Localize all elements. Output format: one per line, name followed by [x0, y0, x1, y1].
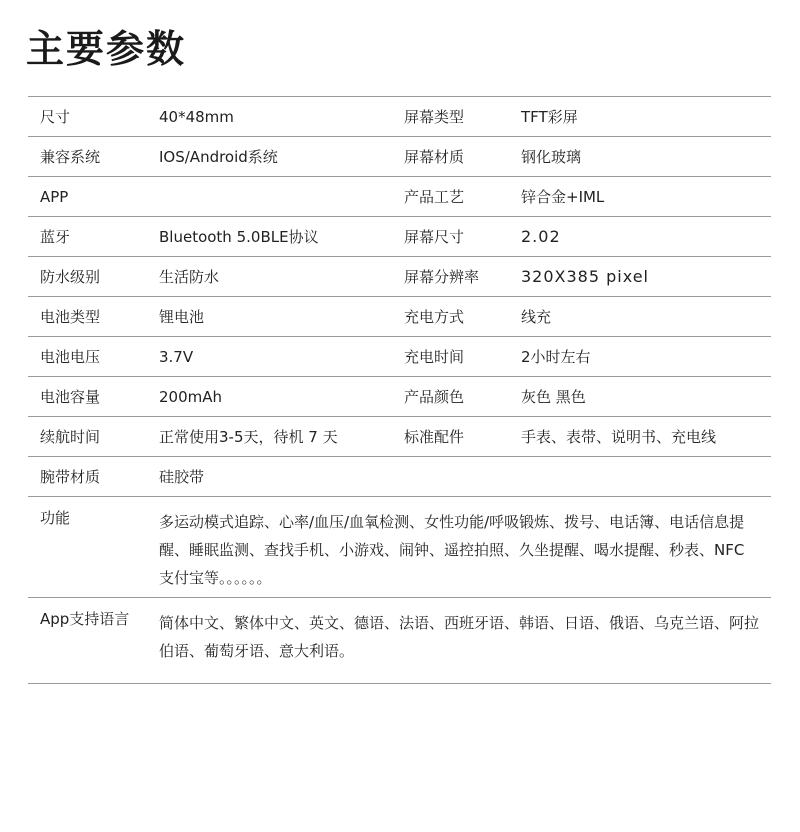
spec-label: 功能 [40, 509, 71, 527]
spec-label: App支持语言 [40, 610, 130, 628]
spec-label: 蓝牙 [40, 228, 71, 246]
spec-label: 电池容量 [40, 388, 101, 406]
spec-row-compat [28, 137, 771, 177]
spec-label: 产品工艺 [404, 188, 465, 206]
spec-value: 320X385 pixel [521, 267, 649, 286]
spec-label: 屏幕材质 [404, 148, 465, 166]
spec-label: 防水级别 [40, 268, 101, 286]
spec-table [28, 96, 771, 684]
spec-value: 正常使用3-5天，待机 7 天 [159, 428, 338, 446]
spec-label: APP [40, 188, 69, 206]
spec-row-size [28, 97, 771, 137]
spec-value: 灰色 黑色 [521, 388, 586, 406]
spec-row-battery-type [28, 297, 771, 337]
spec-label: 充电方式 [404, 308, 465, 326]
spec-label: 续航时间 [40, 428, 101, 446]
spec-label: 充电时间 [404, 348, 465, 366]
functions-description: 多运动模式追踪、心率/血压/血氧检测、女性功能/呼吸锻炼、拨号、电话簿、电话信息提醒、睡眠监测、查找手机、小游戏、闹钟、遥控拍照、久坐提醒、喝水提醒、秒表、NFC支付宝等。。。。。。 [159, 513, 745, 587]
spec-row-languages [28, 598, 771, 684]
spec-label: 兼容系统 [40, 148, 101, 166]
languages-description: 简体中文、繁体中文、英文、德语、法语、西班牙语、韩语、日语、俄语、乌克兰语、阿拉伯语、葡萄牙语、意大利语。 [159, 614, 760, 660]
spec-label: 屏幕分辨率 [404, 268, 480, 286]
spec-value: 2.02 [521, 227, 561, 246]
spec-row-waterproof [28, 257, 771, 297]
spec-label: 屏幕尺寸 [404, 228, 465, 246]
spec-label: 屏幕类型 [404, 108, 465, 126]
spec-row-voltage [28, 337, 771, 377]
spec-row-app [28, 177, 771, 217]
spec-label: 尺寸 [40, 108, 71, 126]
spec-value: TFT彩屏 [521, 108, 578, 126]
spec-row-functions [28, 497, 771, 598]
spec-value: 硅胶带 [159, 468, 205, 486]
spec-row-bluetooth [28, 217, 771, 257]
spec-value: 生活防水 [159, 268, 220, 286]
spec-value: 钢化玻璃 [521, 148, 582, 166]
spec-value: 线充 [521, 308, 552, 326]
spec-value: 3.7V [159, 348, 194, 366]
spec-value: Bluetooth 5.0BLE协议 [159, 228, 319, 246]
spec-label: 电池电压 [40, 348, 101, 366]
spec-value: 锌合金+IML [521, 188, 605, 206]
page-title: 主要参数 [26, 27, 187, 71]
spec-value: IOS/Android系统 [159, 148, 278, 166]
spec-label: 产品颜色 [404, 388, 465, 406]
spec-row-capacity [28, 377, 771, 417]
spec-label: 电池类型 [40, 308, 101, 326]
spec-value: 锂电池 [159, 308, 205, 326]
spec-value: 200mAh [159, 388, 223, 406]
spec-label: 标准配件 [404, 428, 465, 446]
spec-value: 2小时左右 [521, 348, 591, 366]
spec-value: 手表、表带、说明书、充电线 [521, 428, 717, 446]
spec-row-strap [28, 457, 771, 497]
spec-label: 腕带材质 [40, 468, 101, 486]
spec-row-endurance [28, 417, 771, 457]
spec-value: 40*48mm [159, 108, 234, 126]
